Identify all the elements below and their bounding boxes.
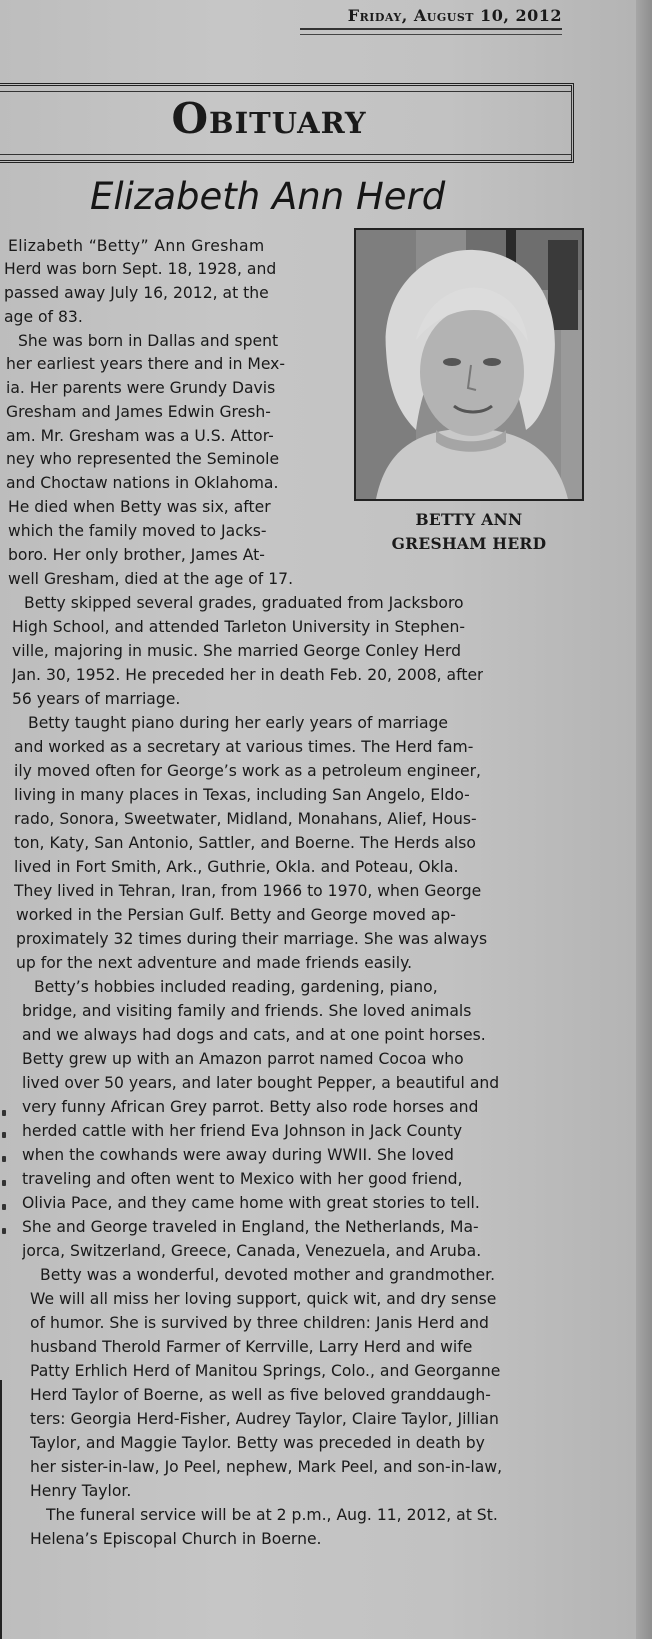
body-line: Olivia Pace, and they came home with great stories to tell. (22, 1194, 480, 1212)
body-line: The funeral service will be at 2 p.m., Aug. 11, 2012, at St. (46, 1506, 498, 1524)
body-line: lived over 50 years, and later bought Pepper, a beautiful and (22, 1074, 500, 1092)
body-line: ney who represented the Seminole (6, 450, 280, 468)
body-line: She was born in Dallas and spent (18, 332, 279, 350)
body-line: 56 years of marriage. (12, 690, 181, 708)
body-line: jorca, Switzerland, Greece, Canada, Venezuela, and Aruba. (22, 1242, 482, 1260)
body-line: boro. Her only brother, James At- (8, 546, 265, 564)
body-line: age of 83. (4, 308, 83, 326)
body-line: her sister-in-law, Jo Peel, nephew, Mark Peel, and son-in-law, (30, 1458, 503, 1476)
body-line: Herd Taylor of Boerne, as well as five beloved granddaugh- (30, 1386, 491, 1404)
body-line: bridge, and visiting family and friends. She loved animals (22, 1002, 472, 1020)
portrait-photo (354, 228, 584, 501)
body-line: traveling and often went to Mexico with her good friend, (22, 1170, 463, 1188)
page-edge-shadow (636, 0, 652, 1639)
body-line: Betty was a wonderful, devoted mother and grandmother. (40, 1266, 496, 1284)
body-line: passed away July 16, 2012, at the (4, 284, 269, 302)
section-title: Obituary (171, 94, 367, 143)
body-line: rado, Sonora, Sweetwater, Midland, Monahans, Alief, Hous- (14, 810, 477, 828)
body-line: lived in Fort Smith, Ark., Guthrie, Okla. and Poteau, Okla. (14, 858, 459, 876)
body-line: proximately 32 times during their marriage. She was always (16, 930, 488, 948)
body-line: They lived in Tehran, Iran, from 1966 to 1970, when George (14, 882, 482, 900)
photo-caption-line: GRESHAM HERD (391, 534, 547, 553)
body-line: ily moved often for George’s work as a petroleum engineer, (14, 762, 482, 780)
body-line: Betty grew up with an Amazon parrot named Cocoa who (22, 1050, 464, 1068)
portrait-illustration (356, 230, 582, 499)
body-line: living in many places in Texas, including San Angelo, Eldo- (14, 786, 470, 804)
dateline-rule (300, 34, 562, 35)
body-line: Betty’s hobbies included reading, gardening, piano, (34, 978, 438, 996)
body-line: Elizabeth “Betty” Ann Gresham (8, 237, 265, 255)
body-line: herded cattle with her friend Eva Johnson in Jack County (22, 1122, 463, 1140)
body-line: worked in the Persian Gulf. Betty and George moved ap- (16, 906, 456, 924)
body-line: her earliest years there and in Mex- (6, 355, 286, 373)
body-line: ters: Georgia Herd-Fisher, Audrey Taylor, Claire Taylor, Jillian (30, 1410, 499, 1428)
body-line: Henry Taylor. (30, 1482, 132, 1500)
body-line: Helena’s Episcopal Church in Boerne. (30, 1530, 322, 1548)
body-line: and Choctaw nations in Oklahoma. (6, 474, 279, 492)
deceased-name-headline: Elizabeth Ann Herd (90, 175, 446, 218)
body-line: She and George traveled in England, the Netherlands, Ma- (22, 1218, 479, 1236)
body-line: and worked as a secretary at various times. The Herd fam- (14, 738, 474, 756)
body-line: Herd was born Sept. 18, 1928, and (4, 260, 277, 278)
photo-caption (354, 508, 584, 556)
body-line: Betty skipped several grades, graduated from Jacksboro (24, 594, 464, 612)
body-line: up for the next adventure and made friends easily. (16, 954, 413, 972)
dateline: Friday, August 10, 2012 (300, 6, 562, 30)
body-line: Gresham and James Edwin Gresh- (6, 403, 271, 421)
body-line: Taylor, and Maggie Taylor. Betty was preceded in death by (30, 1434, 485, 1452)
body-line: ville, majoring in music. She married George Conley Herd (12, 642, 462, 660)
body-line: Patty Erhlich Herd of Manitou Springs, Colo., and Georganne (30, 1362, 501, 1380)
body-line: of humor. She is survived by three children: Janis Herd and (30, 1314, 489, 1332)
body-line: We will all miss her loving support, quick wit, and dry sense (30, 1290, 497, 1308)
body-line: ton, Katy, San Antonio, Sattler, and Boerne. The Herds also (14, 834, 476, 852)
body-line: very funny African Grey parrot. Betty also rode horses and (22, 1098, 479, 1116)
photo-caption-line: BETTY ANN (415, 510, 523, 529)
body-line: husband Therold Farmer of Kerrville, Larry Herd and wife (30, 1338, 473, 1356)
column-rule (0, 1380, 2, 1639)
adjacent-column-fragments (2, 1110, 10, 1270)
section-banner (0, 83, 574, 163)
body-line: and we always had dogs and cats, and at one point horses. (22, 1026, 486, 1044)
body-line: well Gresham, died at the age of 17. (8, 570, 294, 588)
body-line: am. Mr. Gresham was a U.S. Attor- (6, 427, 274, 445)
body-line: when the cowhands were away during WWII. She loved (22, 1146, 454, 1164)
body-line: Jan. 30, 1952. He preceded her in death Feb. 20, 2008, after (12, 666, 484, 684)
body-line: High School, and attended Tarleton University in Stephen- (12, 618, 465, 636)
body-line: which the family moved to Jacks- (8, 522, 267, 540)
body-line: He died when Betty was six, after (8, 498, 271, 516)
body-line: Betty taught piano during her early years of marriage (28, 714, 448, 732)
body-line: ia. Her parents were Grundy Davis (6, 379, 276, 397)
